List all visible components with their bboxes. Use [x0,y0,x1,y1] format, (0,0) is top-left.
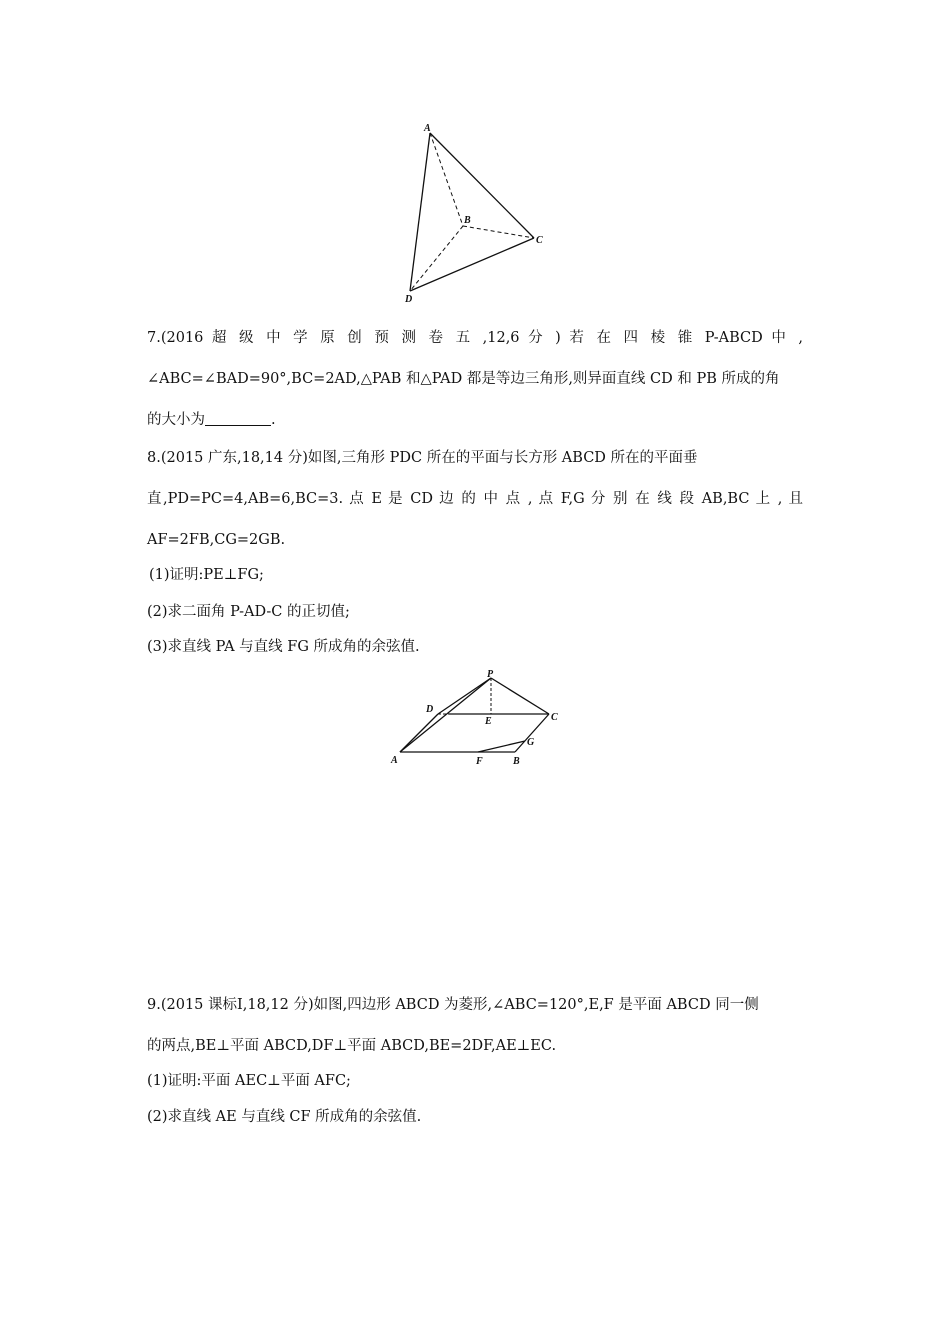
q7-line-1: 7.(2016 超 级 中 学 原 创 预 测 卷 五 ,12,6 分 ) 若 在 四 棱 锥 P-ABCD 中 , [147,330,803,346]
label-C: C [536,235,543,246]
q9-sub-2: (2)求直线 AE 与直线 CF 所成角的余弦值. [147,1109,422,1125]
q9-line-2: 的两点,BE⊥平面 ABCD,DF⊥平面 ABCD,BE=2DF,AE⊥EC. [147,1038,557,1054]
label-A: A [391,755,398,766]
label-E: E [485,716,492,727]
edge-DC [410,238,534,291]
q8-line-1: 8.(2015 广东,18,14 分)如图,三角形 PDC 所在的平面与长方形 ABCD 所在的平面垂 [147,450,698,466]
label-D: D [405,294,413,305]
label-G: G [527,737,535,748]
q7-line-3-text: 的大小为 [147,412,205,428]
label-C: C [551,712,558,723]
q8-line-3: AF=2FB,CG=2GB. [147,532,286,548]
answer-blank [205,411,271,426]
q7-line-3 [147,410,276,430]
q8-line-2: 直,PD=PC=4,AB=6,BC=3. 点 E 是 CD 边 的 中 点 , 点 F,G 分 别 在 线 段 AB,BC 上 , 且 [147,491,803,507]
edge-PC [491,678,549,714]
q9-sub-1: (1)证明:平面 AEC⊥平面 AFC; [147,1073,351,1089]
edge-PD [438,678,491,714]
label-B: B [513,756,520,767]
q8-sub-2: (2)求二面角 P-AD-C 的正切值; [147,604,350,620]
label-B: B [464,215,471,226]
edge-AC [430,133,534,238]
q7-line-3-end: . [271,412,276,428]
label-F: F [476,756,483,767]
edge-PA [400,678,491,752]
label-P: P [487,669,494,680]
edge-AB [430,133,463,226]
edge-AD [400,714,438,752]
q8-sub-1: (1)证明:PE⊥FG; [149,567,264,583]
edge-BD [410,226,463,291]
q7-line-2: ∠ABC=∠BAD=90°,BC=2AD,△PAB 和△PAD 都是等边三角形,则异面直线 CD 和 PB 所成的角 [147,371,780,387]
q9-line-1: 9.(2015 课标Ⅰ,18,12 分)如图,四边形 ABCD 为菱形,∠ABC=120°,E,F 是平面 ABCD 同一侧 [147,997,759,1013]
tetrahedron-figure [395,118,555,308]
edge-AD [410,133,430,291]
label-A: A [424,123,431,134]
label-D: D [426,704,434,715]
edge-FG [478,741,525,752]
pyramid-figure [385,665,570,770]
q8-sub-3: (3)求直线 PA 与直线 FG 所成角的余弦值. [147,639,420,655]
